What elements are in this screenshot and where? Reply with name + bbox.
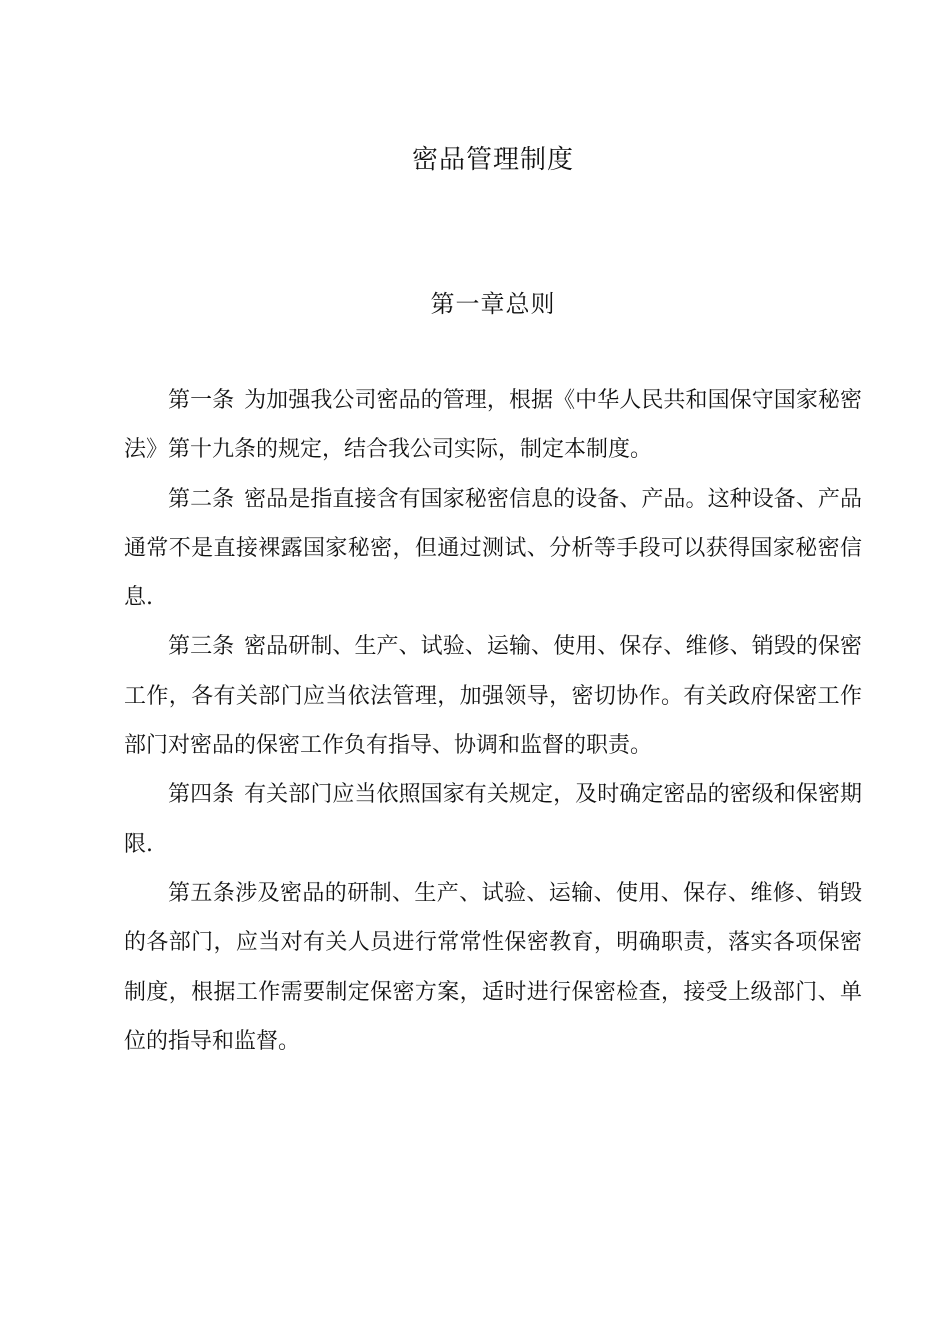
- article-2: [124, 475, 862, 623]
- article-5: [124, 869, 862, 1066]
- article-5-label: 第五条: [168, 880, 236, 906]
- document-title: 密品管理制度: [411, 145, 574, 175]
- article-4-label: 第四条: [168, 782, 235, 808]
- document-body: [124, 376, 862, 1066]
- article-3: [124, 622, 862, 770]
- article-5-text: 涉及密品的研制、生产、试验、运输、使用、保存、维修、销毁的各部门，应当对有关人员进行常常性保密教育，明确职责，落实各项保密制度，根据工作需要制定保密方案，适时进行保密检查，接受上级部门、单位的指导和监督。: [124, 880, 862, 1054]
- article-1-label: 第一条: [168, 388, 235, 413]
- article-2-text: 密品是指直接含有国家秘密信息的设备、产品。这种设备、产品通常不是直接裸露国家秘密，但通过测试、分析等手段可以获得国家秘密信息.: [124, 486, 862, 611]
- article-3-label: 第三条: [168, 634, 235, 660]
- article-1: [124, 376, 862, 475]
- article-2-label: 第二条: [168, 486, 235, 512]
- article-3-text: 密品研制、生产、试验、运输、使用、保存、维修、销毁的保密工作，各有关部门应当依法管理，加强领导，密切协作。有关政府保密工作部门对密品的保密工作负有指导、协调和监督的职责。: [124, 634, 862, 759]
- chapter-title: 第一章总则: [430, 290, 556, 318]
- article-1-text: 为加强我公司密品的管理，根据《中华人民共和国保守国家秘密法》第十九条的规定，结合我公司实际，制定本制度。: [124, 388, 862, 463]
- article-4-text: 有关部门应当依照国家有关规定，及时确定密品的密级和保密期限.: [124, 782, 862, 857]
- article-4: [124, 770, 862, 869]
